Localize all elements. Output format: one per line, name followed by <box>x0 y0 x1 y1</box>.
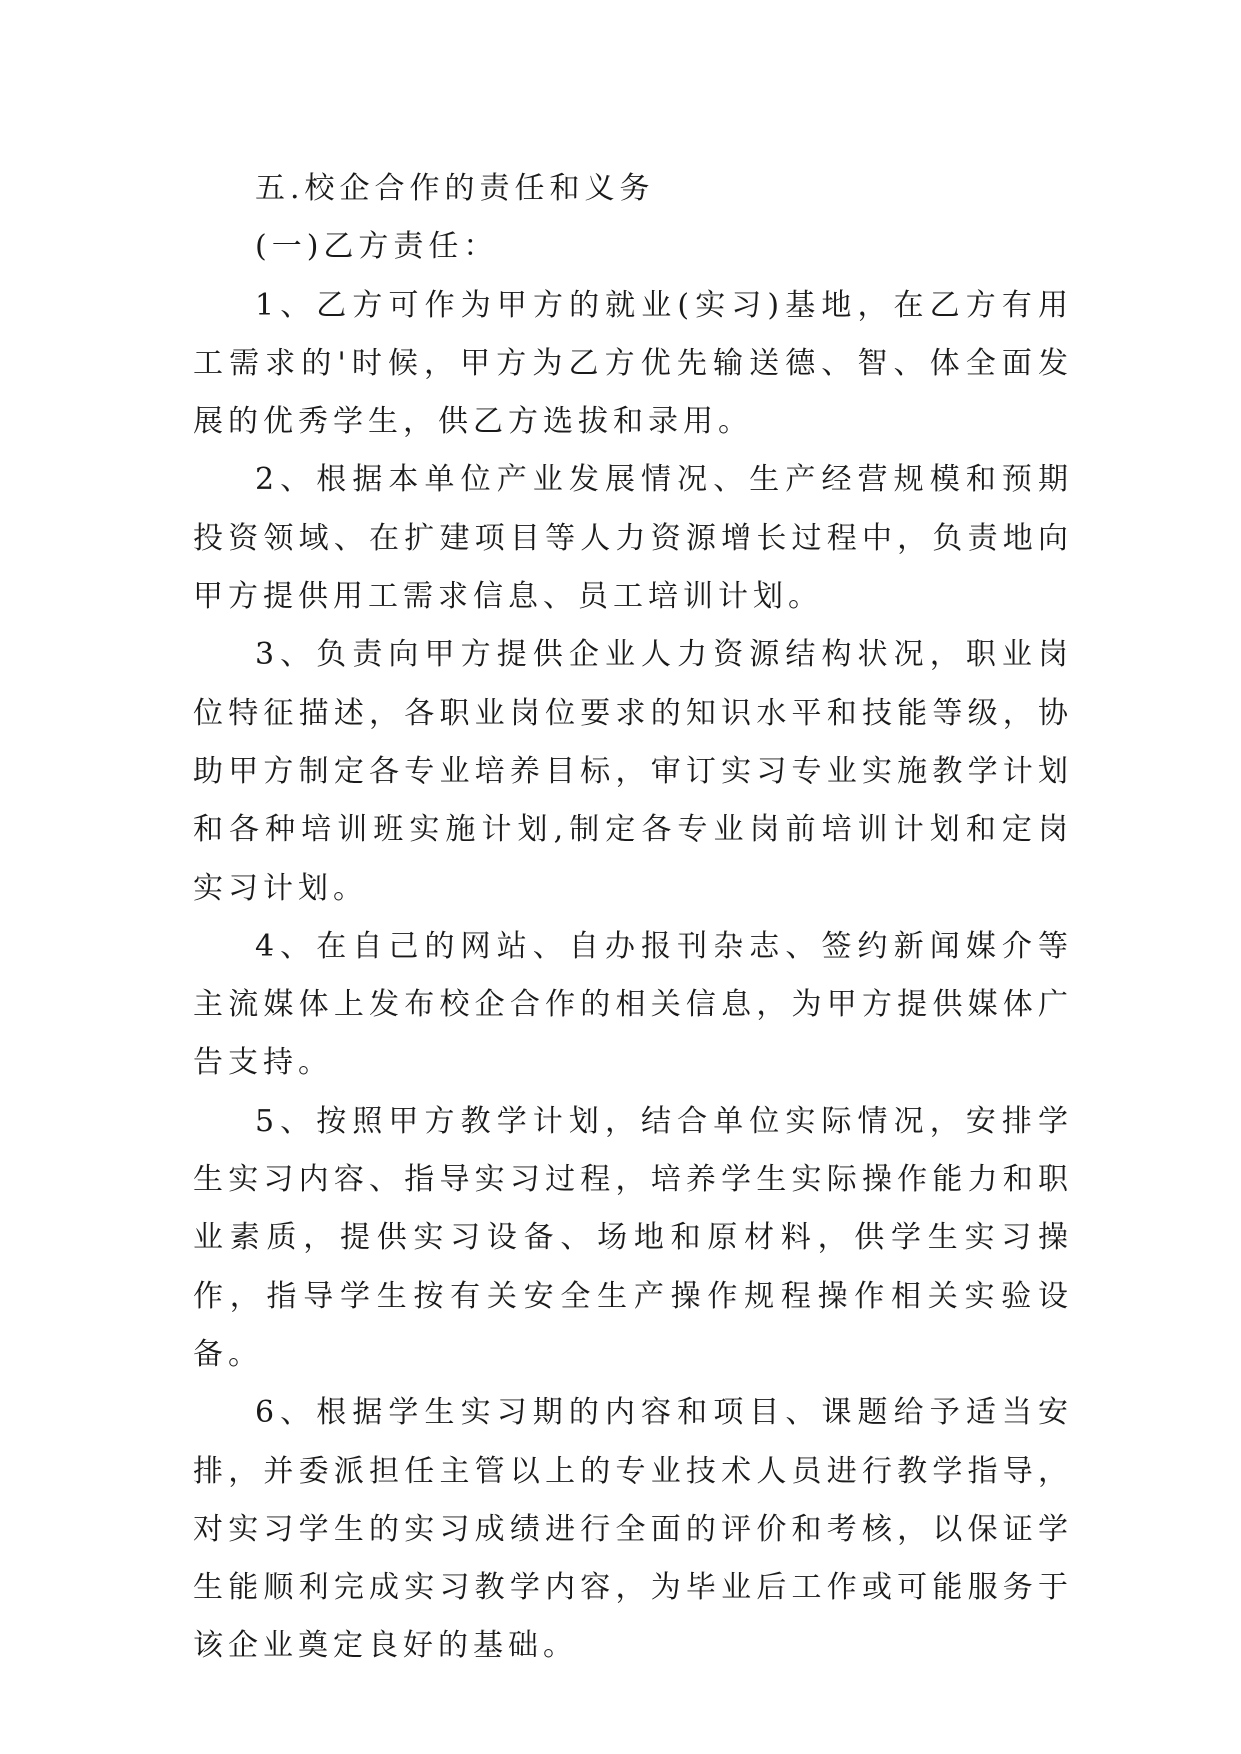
clause-3: 3、负责向甲方提供企业人力资源结构状况，职业岗位特征描述，各职业岗位要求的知识水平和技能等级，协助甲方制定各专业培养目标，审订实习专业实施教学计划和各种培训班实施计划,制定各专业岗前培训计划和定岗实习计划。 <box>193 637 1073 906</box>
subsection-heading: (一)乙方责任： <box>255 229 499 265</box>
document-body <box>193 160 1073 1676</box>
clause-6: 6、根据学生实习期的内容和项目、课题给予适当安排，并委派担任主管以上的专业技术人员进行教学指导，对实习学生的实习成绩进行全面的评价和考核，以保证学生能顺利完成实习教学内容，为毕业后工作或可能服务于该企业奠定良好的基础。 <box>193 1395 1073 1664</box>
clause-4: 4、在自己的网站、自办报刊杂志、签约新闻媒介等主流媒体上发布校企合作的相关信息，为甲方提供媒体广告支持。 <box>193 928 1073 1081</box>
clause-2: 2、根据本单位产业发展情况、生产经营规模和预期投资领域、在扩建项目等人力资源增长过程中，负责地向甲方提供用工需求信息、员工培训计划。 <box>193 462 1073 615</box>
clause-5: 5、按照甲方教学计划，结合单位实际情况，安排学生实习内容、指导实习过程，培养学生实际操作能力和职业素质，提供实习设备、场地和原材料，供学生实习操作，指导学生按有关安全生产操作规程操作相关实验设备。 <box>193 1103 1073 1372</box>
section-heading: 五.校企合作的责任和义务 <box>255 171 655 206</box>
clause-1: 1、乙方可作为甲方的就业(实习)基地，在乙方有用工需求的'时候，甲方为乙方优先输送德、智、体全面发展的优秀学生，供乙方选拔和录用。 <box>193 287 1073 440</box>
